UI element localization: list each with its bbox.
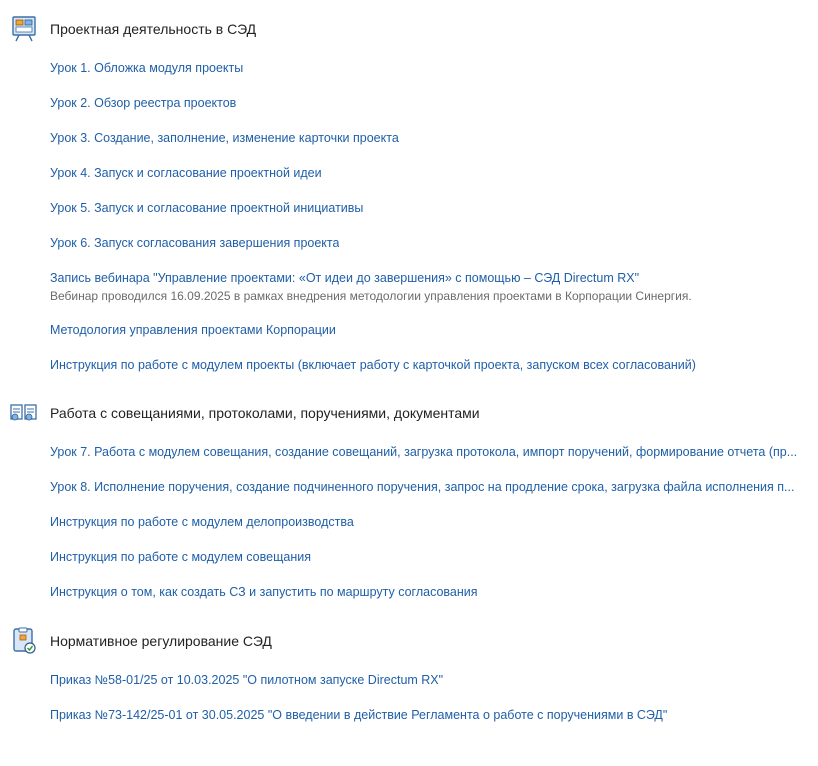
regulation-document-icon <box>10 627 38 655</box>
meetings-module-instruction-link[interactable]: Инструкция по работе с модулем совещания <box>50 550 311 564</box>
project-board-icon <box>10 15 38 43</box>
methodology-link[interactable]: Методология управления проектами Корпорации <box>50 323 336 337</box>
order-73-link[interactable]: Приказ №73-142/25-01 от 30.05.2025 "О введении в действие Регламента о работе с поручениями в СЭД" <box>50 708 668 722</box>
records-module-instruction-link[interactable]: Инструкция по работе с модулем делопроизводства <box>50 515 354 529</box>
section-header-project-activity <box>10 15 256 43</box>
section-title: Работа с совещаниями, протоколами, поручениями, документами <box>50 405 480 421</box>
lesson-3-link[interactable]: Урок 3. Создание, заполнение, изменение карточки проекта <box>50 131 399 145</box>
lesson-4-link[interactable]: Урок 4. Запуск и согласование проектной идеи <box>50 166 322 180</box>
lesson-2-link[interactable]: Урок 2. Обзор реестра проектов <box>50 96 237 110</box>
memo-instruction-link[interactable]: Инструкция о том, как создать СЗ и запустить по маршруту согласования <box>50 585 478 599</box>
lesson-5-link[interactable]: Урок 5. Запуск и согласование проектной инициативы <box>50 201 364 215</box>
section-title: Проектная деятельность в СЭД <box>50 21 257 37</box>
lesson-6-link[interactable]: Урок 6. Запуск согласования завершения проекта <box>50 236 340 250</box>
projects-module-instruction-link[interactable]: Инструкция по работе с модулем проекты (включает работу с карточкой проекта, запуском всех согласований) <box>50 358 696 372</box>
section-header-regulation <box>10 627 272 655</box>
webinar-recording-link[interactable]: Запись вебинара "Управление проектами: «От идеи до завершения» с помощью – СЭД Directum RX" <box>50 271 640 285</box>
section-header-meetings <box>10 399 480 427</box>
lesson-7-link[interactable]: Урок 7. Работа с модулем совещания, создание совещаний, загрузка протокола, импорт поручений, формирование отчета (пр... <box>50 445 798 459</box>
order-58-link[interactable]: Приказ №58-01/25 от 10.03.2025 "О пилотном запуске Directum RX" <box>50 673 444 687</box>
lesson-8-link[interactable]: Урок 8. Исполнение поручения, создание подчиненного поручения, запрос на продление срока, загрузка файла исполнения п... <box>50 480 795 494</box>
documents-icon <box>10 399 38 427</box>
webinar-description: Вебинар проводился 16.09.2025 в рамках внедрения методологии управления проектами в Корпорации Синергия. <box>50 289 692 303</box>
lesson-1-link[interactable]: Урок 1. Обложка модуля проекты <box>50 61 244 75</box>
section-title: Нормативное регулирование СЭД <box>50 633 272 649</box>
